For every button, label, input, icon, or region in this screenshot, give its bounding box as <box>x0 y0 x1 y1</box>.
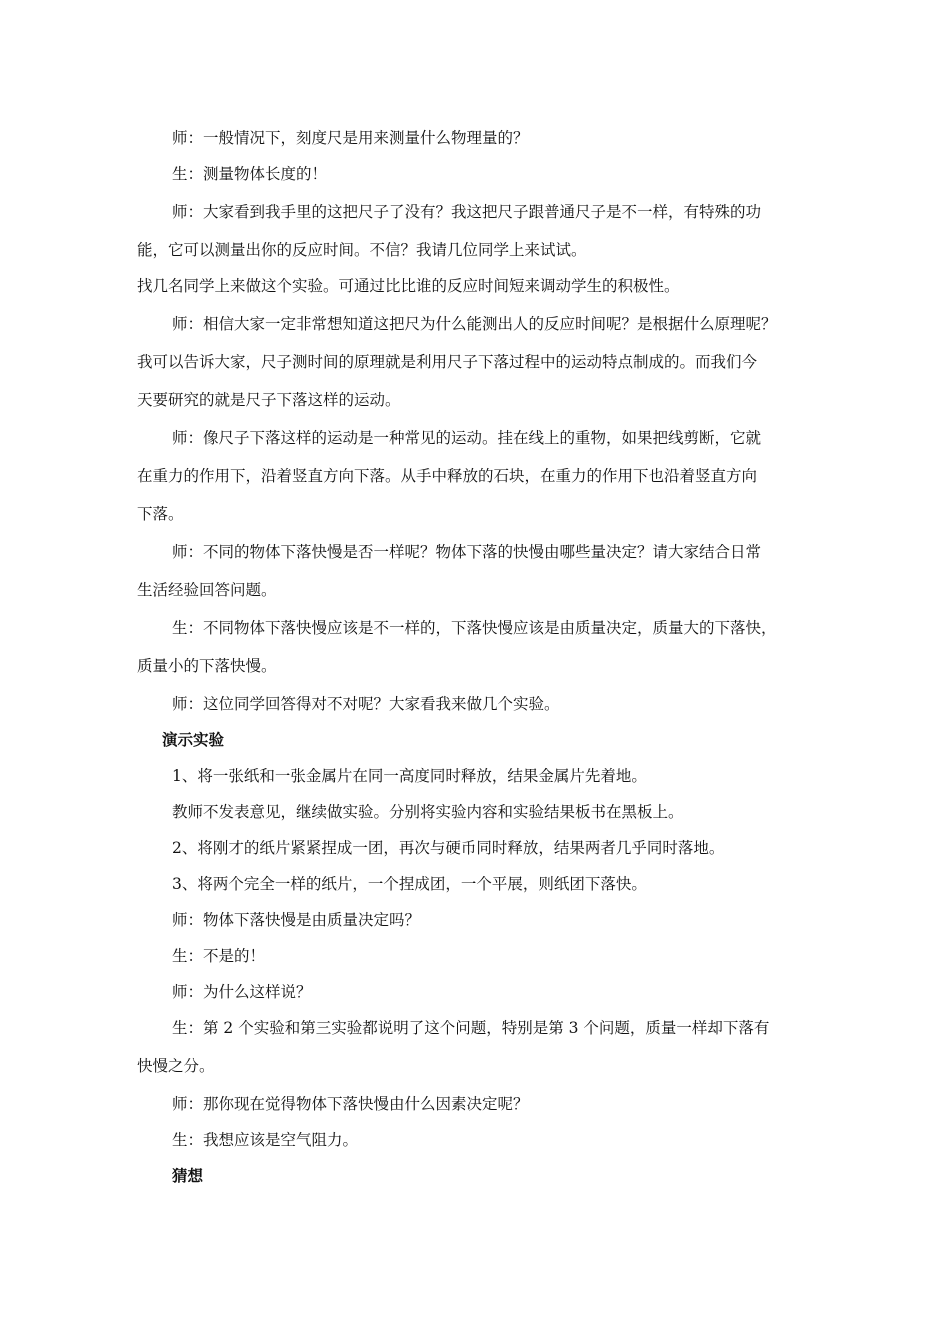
paragraph-line: 我可以告诉大家，尺子测时间的原理就是利用尺子下落过程中的运动特点制成的。而我们今 <box>137 353 758 371</box>
paragraph-line: 生：测量物体长度的！ <box>172 165 328 183</box>
paragraph-line: 生：不同物体下落快慢应该是不一样的，下落快慢应该是由质量决定，质量大的下落快， <box>172 619 777 637</box>
paragraph-line: 师：相信大家一定非常想知道这把尺为什么能测出人的反应时间呢？是根据什么原理呢？ <box>172 315 777 333</box>
paragraph-line: 师：那你现在觉得物体下落快慢由什么因素决定呢？ <box>172 1095 529 1113</box>
paragraph-line: 师：大家看到我手里的这把尺子了没有？我这把尺子跟普通尺子是不一样，有特殊的功 <box>172 203 762 221</box>
paragraph-line: 教师不发表意见，继续做实验。分别将实验内容和实验结果板书在黑板上。 <box>172 803 684 821</box>
section-heading: 演示实验 <box>162 731 225 749</box>
paragraph-line: 找几名同学上来做这个实验。可通过比比谁的反应时间短来调动学生的积极性。 <box>137 277 680 295</box>
paragraph-line: 快慢之分。 <box>137 1057 215 1075</box>
paragraph-line: 生：第 2 个实验和第三实验都说明了这个问题，特别是第 3 个问题，质量一样却下落有 <box>172 1019 770 1037</box>
paragraph-line: 天要研究的就是尺子下落这样的运动。 <box>137 391 401 409</box>
paragraph-line: 师：一般情况下，刻度尺是用来测量什么物理量的？ <box>172 129 529 147</box>
paragraph-line: 质量小的下落快慢。 <box>137 657 277 675</box>
paragraph-line: 能，它可以测量出你的反应时间。不信？我请几位同学上来试试。 <box>137 241 587 259</box>
paragraph-line: 生活经验回答问题。 <box>137 581 277 599</box>
paragraph-line: 师：像尺子下落这样的运动是一种常见的运动。挂在线上的重物，如果把线剪断，它就 <box>172 429 762 447</box>
paragraph-line: 2、将刚才的纸片紧紧捏成一团，再次与硬币同时释放，结果两者几乎同时落地。 <box>172 839 725 857</box>
paragraph-line: 生：不是的！ <box>172 947 266 965</box>
paragraph-line: 在重力的作用下，沿着竖直方向下落。从手中释放的石块，在重力的作用下也沿着竖直方向 <box>137 467 758 485</box>
paragraph-line: 生：我想应该是空气阻力。 <box>172 1131 359 1149</box>
paragraph-line: 师：物体下落快慢是由质量决定吗？ <box>172 911 421 929</box>
paragraph-line: 师：这位同学回答得对不对呢？大家看我来做几个实验。 <box>172 695 560 713</box>
paragraph-line: 3、将两个完全一样的纸片，一个捏成团，一个平展，则纸团下落快。 <box>172 875 647 893</box>
paragraph-line: 师：为什么这样说？ <box>172 983 312 1001</box>
paragraph-line: 下落。 <box>137 505 184 523</box>
paragraph-line: 师：不同的物体下落快慢是否一样呢？物体下落的快慢由哪些量决定？请大家结合日常 <box>172 543 762 561</box>
paragraph-line: 1、将一张纸和一张金属片在同一高度同时释放，结果金属片先着地。 <box>172 767 647 785</box>
section-heading: 猜想 <box>172 1167 204 1185</box>
